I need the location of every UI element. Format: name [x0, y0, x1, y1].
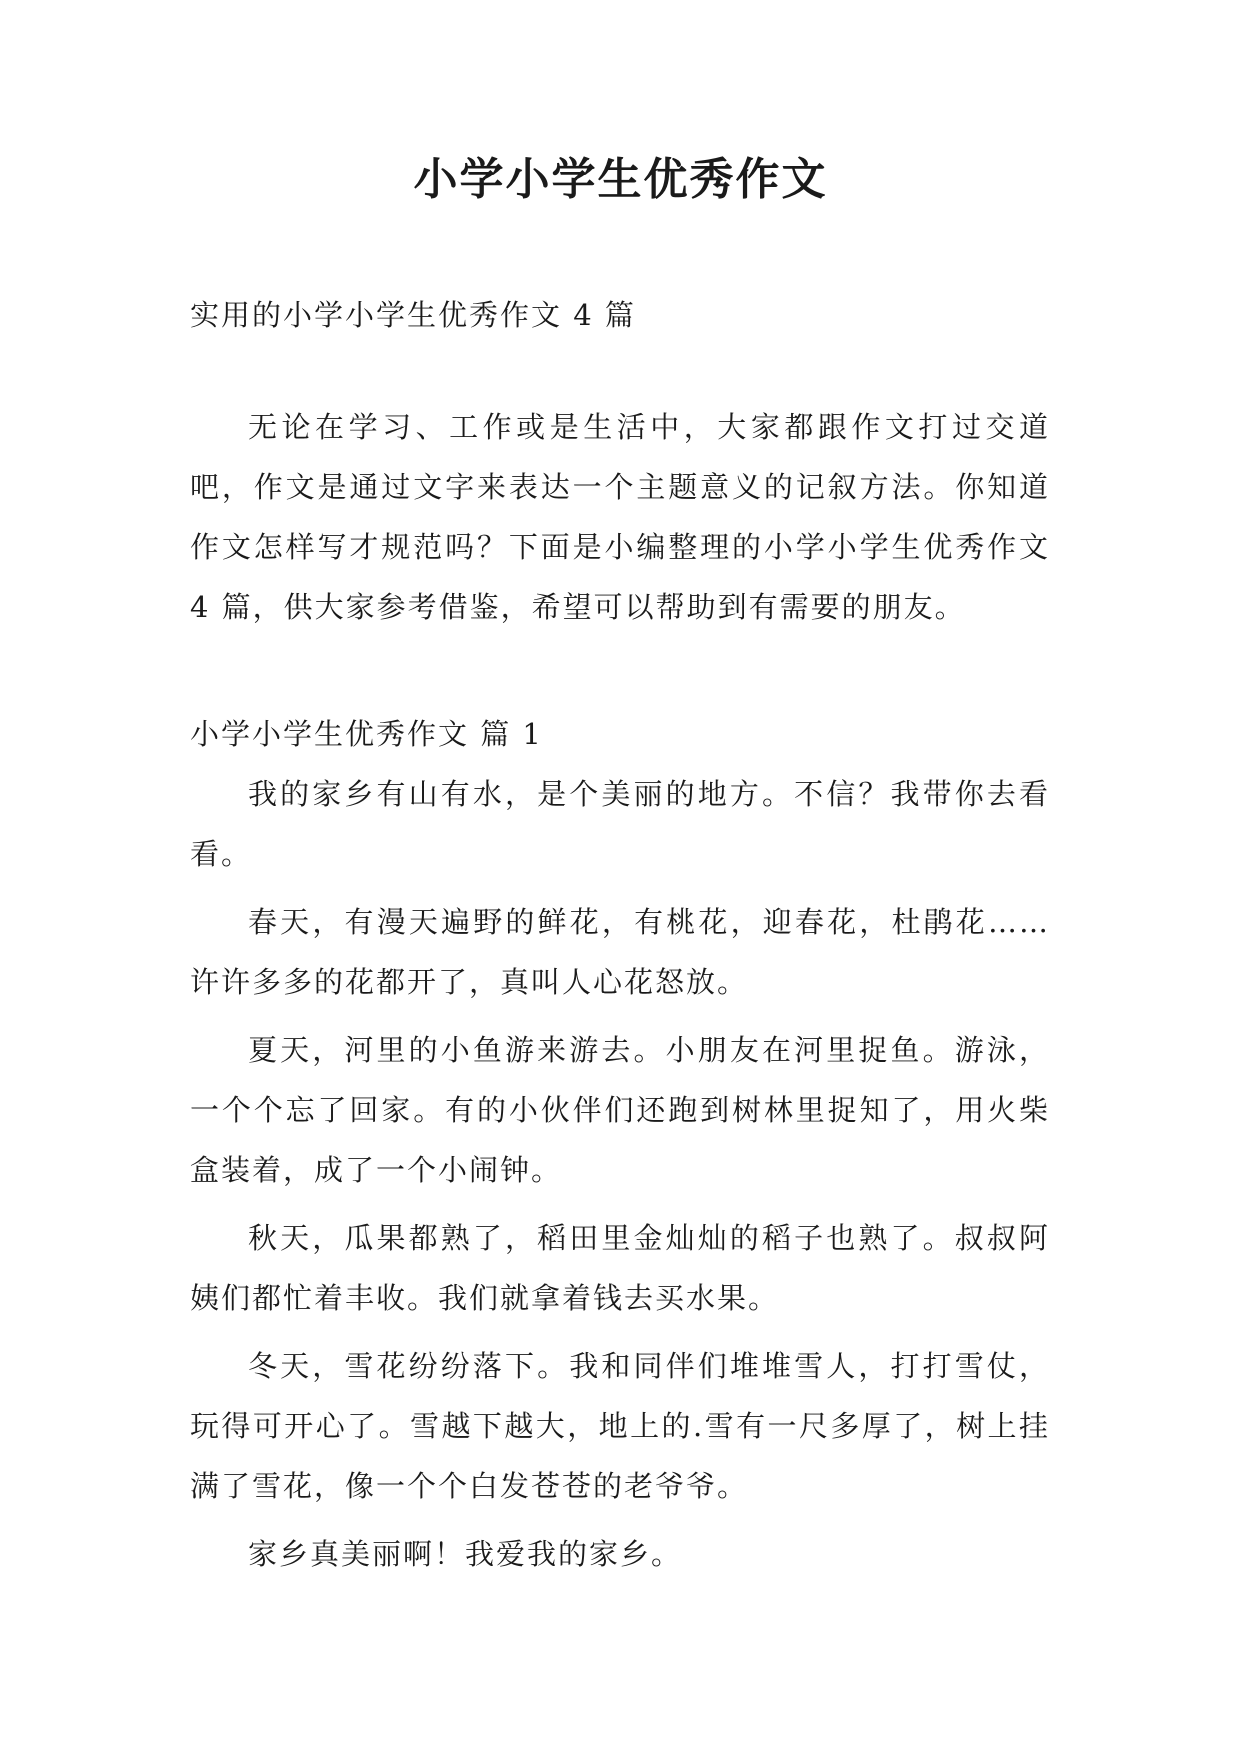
section-heading: 小学小学生优秀作文 篇 1 — [190, 717, 543, 751]
essay-paragraph: 冬天，雪花纷纷落下。我和同伴们堆堆雪人，打打雪仗，玩得可开心了。雪越下越大，地上的.雪有一尺多厚了，树上挂满了雪花，像一个个白发苍苍的老爷爷。 — [190, 1349, 1050, 1503]
essay-paragraph: 家乡真美丽啊！我爱我的家乡。 — [248, 1537, 683, 1571]
document-title: 小学小学生优秀作文 — [413, 154, 828, 205]
essay-paragraph: 我的家乡有山有水，是个美丽的地方。不信？我带你去看看。 — [190, 777, 1050, 871]
intro-paragraph: 无论在学习、工作或是生活中，大家都跟作文打过交道吧，作文是通过文字来表达一个主题意义的记叙方法。你知道作文怎样写才规范吗？下面是小编整理的小学小学生优秀作文 4 篇，供大家参考借鉴，希望可以帮助到有需要的朋友。 — [190, 410, 1050, 624]
essay-paragraph: 秋天，瓜果都熟了，稻田里金灿灿的稻子也熟了。叔叔阿姨们都忙着丰收。我们就拿着钱去买水果。 — [190, 1221, 1050, 1315]
document-subtitle: 实用的小学小学生优秀作文 4 篇 — [190, 298, 636, 332]
document-body — [190, 285, 1050, 1584]
essay-paragraph: 夏天，河里的小鱼游来游去。小朋友在河里捉鱼。游泳，一个个忘了回家。有的小伙伴们还跑到树林里捉知了，用火柴盒装着，成了一个小闹钟。 — [190, 1033, 1050, 1187]
essay-paragraph: 春天，有漫天遍野的鲜花，有桃花，迎春花，杜鹃花……许许多多的花都开了，真叫人心花怒放。 — [190, 905, 1050, 999]
